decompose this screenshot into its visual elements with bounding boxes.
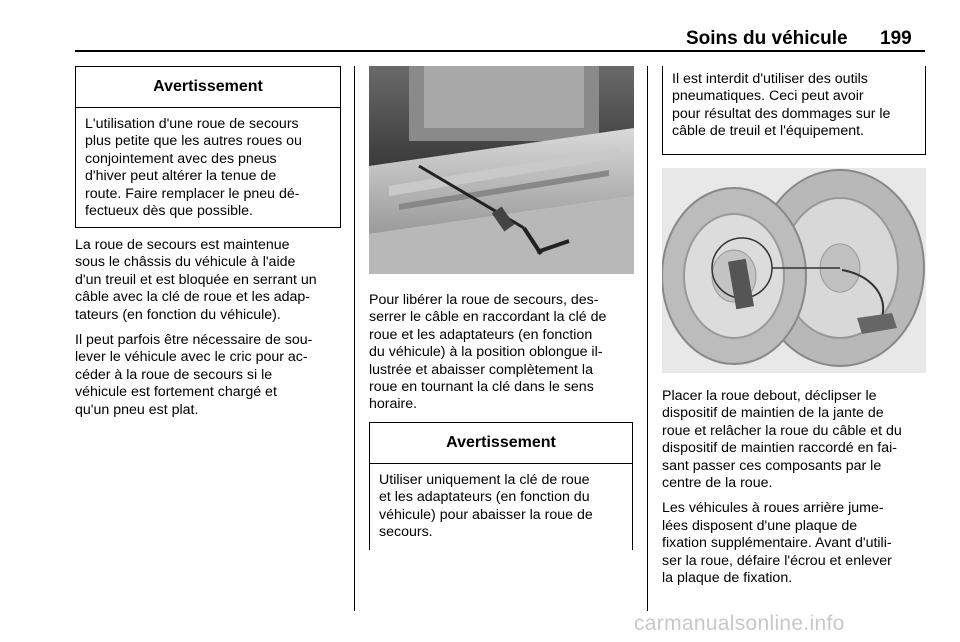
header-rule bbox=[75, 50, 925, 52]
warning-text bbox=[370, 464, 632, 542]
spare-wheel-release-illustration bbox=[369, 66, 634, 274]
text-line: fectueux dès que possible. bbox=[85, 203, 253, 220]
paragraph bbox=[369, 292, 644, 414]
text-line: Il peut parfois être nécessaire de sou- bbox=[75, 332, 313, 349]
paragraph bbox=[75, 332, 345, 419]
text-line: plus petite que les autres roues ou bbox=[85, 133, 302, 150]
warning-box-2 bbox=[369, 422, 633, 550]
text-line: pneumatiques. Ceci peut avoir bbox=[672, 88, 864, 105]
text-line: ser la roue, défaire l'écrou et enlever bbox=[662, 552, 892, 569]
text-line: câble de treuil et l'équipement. bbox=[672, 123, 864, 140]
text-line: tateurs (en fonction du véhicule). bbox=[75, 306, 281, 323]
text-line: Pour libérer la roue de secours, des- bbox=[369, 292, 599, 308]
text-line: horaire. bbox=[369, 396, 418, 413]
text-line: dispositif de maintien raccordé en fai- bbox=[662, 440, 898, 457]
column-divider-2 bbox=[647, 66, 648, 611]
text-line: Les véhicules à roues arrière jume- bbox=[662, 500, 884, 517]
text-line: centre de la roue. bbox=[662, 475, 773, 492]
page-number: 199 bbox=[880, 28, 912, 49]
text-line: céder à la roue de secours si le bbox=[75, 366, 273, 383]
warning-box-continued bbox=[662, 66, 926, 155]
text-line: véhicule) pour abaisser la roue de bbox=[379, 506, 593, 523]
text-line: sant passer ces composants par le bbox=[662, 457, 882, 474]
text-line: lever le véhicule avec le cric pour ac- bbox=[75, 349, 308, 366]
text-line: lustrée et abaisser complètement la bbox=[369, 361, 593, 378]
warning-title: Avertissement bbox=[76, 67, 340, 108]
text-line: pour résultat des dommages sur le bbox=[672, 105, 891, 122]
watermark: carmanualsonline.info bbox=[634, 612, 845, 635]
column-divider-1 bbox=[354, 66, 355, 611]
text-line: La roue de secours est maintenue bbox=[75, 237, 290, 253]
text-line: conjointement avec des pneus bbox=[85, 150, 277, 167]
warning-text bbox=[663, 66, 925, 141]
text-line: câble avec la clé de roue et les adap- bbox=[75, 289, 311, 306]
column-2-text bbox=[369, 292, 644, 422]
paragraph bbox=[662, 500, 932, 587]
text-line: la plaque de fixation. bbox=[662, 570, 793, 587]
spare-wheel-illustration bbox=[662, 168, 926, 373]
text-line: d'hiver peut altérer la tenue de bbox=[85, 168, 277, 185]
paragraph bbox=[75, 237, 345, 324]
text-line: serrer le câble en raccordant la clé de bbox=[369, 309, 607, 326]
text-line: et les adaptateurs (en fonction du bbox=[379, 489, 590, 506]
text-line: L'utilisation d'une roue de secours bbox=[85, 116, 299, 132]
text-line: route. Faire remplacer le pneu dé- bbox=[85, 185, 300, 202]
column-1-text bbox=[75, 237, 345, 427]
text-line: véhicule est fortement chargé et bbox=[75, 384, 277, 401]
warning-text bbox=[76, 108, 340, 220]
text-line: lées disposent d'une plaque de bbox=[662, 517, 858, 534]
text-line: roue en tournant la clé dans le sens bbox=[369, 379, 594, 396]
text-line: Placer la roue debout, déclipser le bbox=[662, 388, 877, 404]
text-line: Il est interdit d'utiliser des outils bbox=[672, 71, 868, 87]
warning-title: Avertissement bbox=[370, 423, 632, 464]
text-line: Utiliser uniquement la clé de roue bbox=[379, 472, 590, 488]
text-line: dispositif de maintien de la jante de bbox=[662, 405, 884, 422]
text-line: roue et relâcher la roue du câble et du bbox=[662, 422, 902, 439]
section-title: Soins du véhicule bbox=[686, 28, 848, 49]
text-line: fixation supplémentaire. Avant d'utili- bbox=[662, 535, 892, 552]
text-line: du véhicule) à la position oblongue il- bbox=[369, 344, 603, 361]
text-line: secours. bbox=[379, 524, 433, 541]
text-line: qu'un pneu est plat. bbox=[75, 401, 199, 418]
warning-box-1 bbox=[75, 66, 341, 228]
text-line: sous le châssis du véhicule à l'aide bbox=[75, 254, 296, 271]
text-line: roue et les adaptateurs (en fonction bbox=[369, 326, 593, 343]
text-line: d'un treuil et est bloquée en serrant un bbox=[75, 271, 317, 288]
paragraph bbox=[662, 388, 932, 492]
column-3-text bbox=[662, 388, 932, 595]
